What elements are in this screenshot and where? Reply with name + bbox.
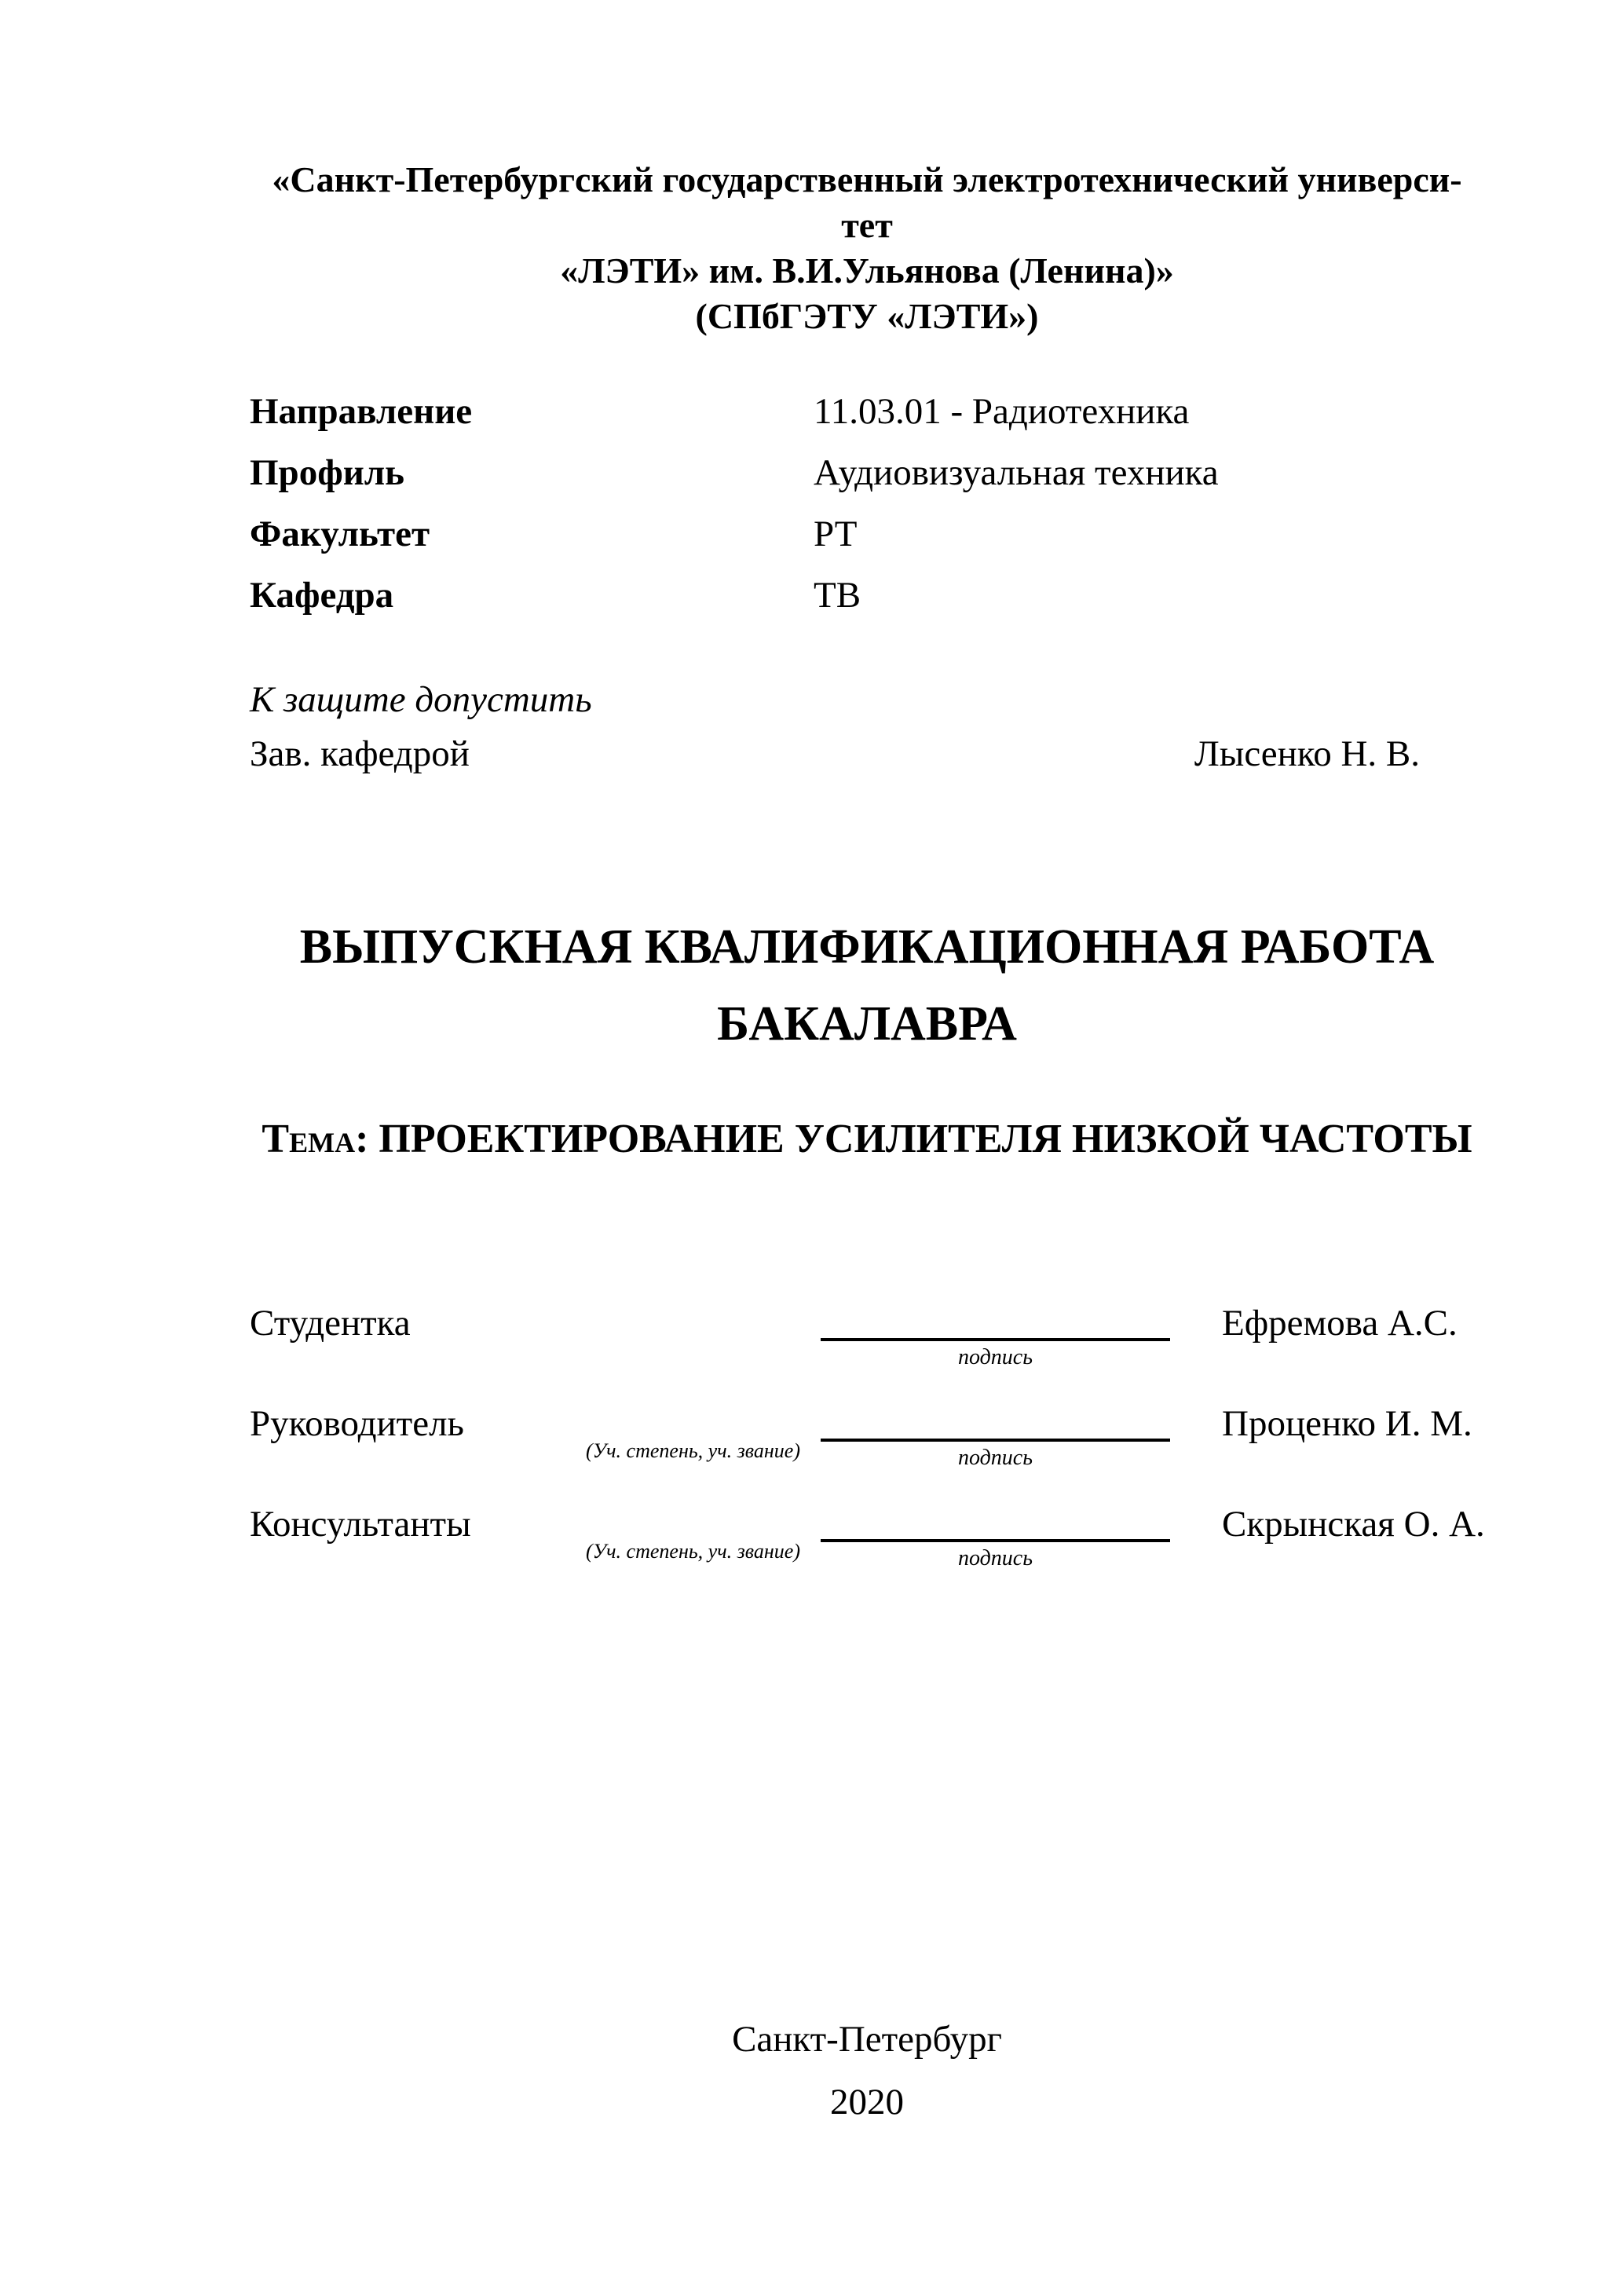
thesis-title-line-1: ВЫПУСКНАЯ КВАЛИФИКАЦИОННАЯ РАБОТА	[299, 920, 1435, 974]
admission-note: К защите допустить	[250, 679, 592, 720]
signatory-name-student: Ефремова А.С.	[1222, 1303, 1458, 1344]
field-label-profile: Профиль	[250, 452, 405, 493]
credentials-caption-student	[565, 1338, 821, 1373]
thesis-title	[250, 909, 1484, 1062]
role-label-consultants: Консультанты	[250, 1504, 471, 1545]
signature-row-student	[250, 1300, 1484, 1373]
signature-caption-supervisor: подпись	[958, 1446, 1033, 1470]
signature-line-student	[821, 1300, 1170, 1341]
credentials-caption-consultants: (Уч. степень, уч. звание)	[586, 1540, 800, 1563]
signature-row-supervisor	[250, 1401, 1484, 1473]
signature-area-supervisor	[821, 1401, 1170, 1473]
role-label-supervisor: Руководитель	[250, 1403, 464, 1444]
signature-area-consultants	[821, 1501, 1170, 1574]
field-label-faculty: Факультет	[250, 514, 430, 554]
field-value-direction: 11.03.01 - Радиотехника	[814, 391, 1190, 432]
signature-line-supervisor	[821, 1401, 1170, 1442]
role-label-student: Студентка	[250, 1303, 411, 1344]
footer-year: 2020	[830, 2082, 904, 2122]
signatory-name-consultants: Скрынская О. А.	[1222, 1504, 1485, 1545]
thesis-title-line-2: БАКАЛАВРА	[717, 997, 1017, 1051]
signature-caption-student: подпись	[958, 1345, 1033, 1369]
signature-block	[250, 1300, 1484, 1574]
footer-city: Санкт-Петербург	[732, 2019, 1002, 2060]
university-header-line-1: «Санкт-Петербургский государственный электротехнический универси-	[272, 159, 1462, 199]
university-header-line-3: «ЛЭТИ» им. В.И.Ульянова (Ленина)»	[560, 250, 1174, 291]
program-fields	[250, 389, 1484, 618]
department-head-name: Лысенко Н. В.	[1194, 733, 1420, 774]
signature-line-consultants	[821, 1501, 1170, 1542]
signature-caption-consultants: подпись	[958, 1546, 1033, 1570]
admission-row	[250, 731, 1484, 777]
footer	[250, 2008, 1484, 2133]
topic-label: Тема:	[262, 1117, 369, 1161]
topic-line	[250, 1112, 1484, 1167]
signature-area-student	[821, 1300, 1170, 1373]
signatory-name-supervisor: Проценко И. М.	[1222, 1403, 1472, 1444]
university-header-line-2: тет	[841, 205, 893, 245]
field-label-department: Кафедра	[250, 575, 394, 616]
field-label-direction: Направление	[250, 391, 473, 432]
topic-title: ПРОЕКТИРОВАНИЕ УСИЛИТЕЛЯ НИЗКОЙ ЧАСТОТЫ	[379, 1117, 1472, 1161]
field-value-faculty: РТ	[814, 514, 858, 554]
credentials-caption-supervisor: (Уч. степень, уч. звание)	[586, 1439, 800, 1462]
field-value-department: ТВ	[814, 575, 861, 616]
department-head-label: Зав. кафедрой	[250, 733, 470, 774]
university-header-line-4: (СПбГЭТУ «ЛЭТИ»)	[695, 296, 1039, 336]
field-value-profile: Аудиовизуальная техника	[814, 452, 1219, 493]
signature-row-consultants	[250, 1501, 1484, 1574]
university-header	[250, 157, 1484, 339]
